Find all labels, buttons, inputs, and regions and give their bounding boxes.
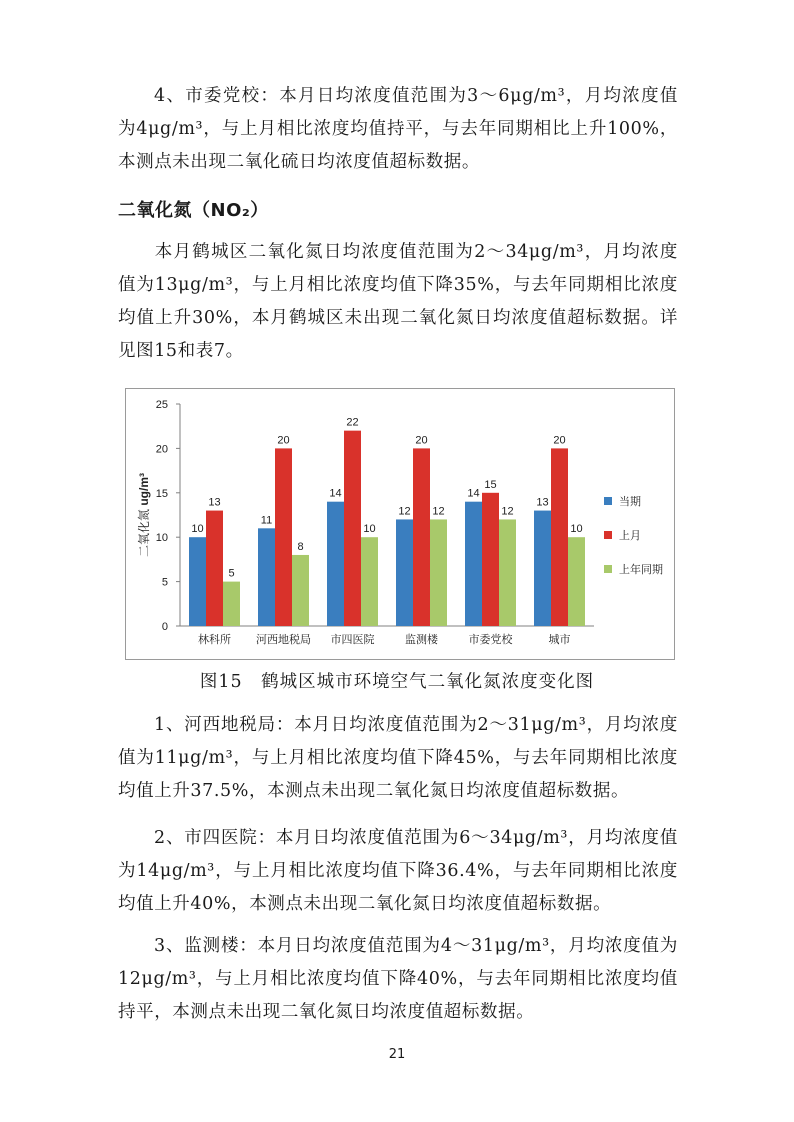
- bar-上月-监测楼: [413, 448, 430, 626]
- bar-上年同期-林科所: [223, 582, 240, 626]
- paragraph-no2-summary: [118, 236, 678, 368]
- x-category-label: 城市: [548, 634, 571, 646]
- bar-value-label: 10: [191, 523, 204, 536]
- x-category-label: 监测楼: [405, 634, 438, 646]
- bar-当期-市四医院: [327, 502, 344, 626]
- y-axis-label-main: 二氧化氮: [137, 508, 151, 558]
- legend-label: 上月: [619, 530, 641, 542]
- bar-value-label: 8: [297, 540, 304, 553]
- no2-bar-chart: [125, 388, 675, 660]
- bar-value-label: 10: [570, 523, 583, 536]
- bar-当期-城市: [534, 511, 551, 626]
- bar-value-label: 15: [484, 478, 497, 491]
- legend-swatch: [604, 531, 612, 539]
- paragraph-jiancelou: [118, 930, 678, 1029]
- paragraph-text: 本月鹤城区二氧化氮日均浓度值范围为2～34μg/m³，月均浓度值为13μg/m³，与上月相比浓度均值下降35%，与去年同期相比浓度均值上升30%，本月鹤城区未出现二氧化氮日均浓度值超标数据。详见图15和表7。: [118, 242, 678, 361]
- bar-value-label: 20: [553, 434, 566, 447]
- bar-value-label: 14: [467, 487, 480, 500]
- paragraph-hexi: [118, 709, 678, 808]
- y-axis-label-unit: ug/m³: [137, 472, 151, 509]
- figure-caption: 图15 鹤城区城市环境空气二氧化氮浓度变化图: [199, 672, 595, 692]
- legend-label: 上年同期: [619, 564, 663, 576]
- chart-canvas: [126, 389, 674, 659]
- bar-上年同期-城市: [568, 537, 585, 626]
- paragraph-text: 1、河西地税局：本月日均浓度值范围为2～31μg/m³，月均浓度值为11μg/m³，与上月相比浓度均值下降45%，与去年同期相比浓度均值上升37.5%，本测点未出现二氧化氮日均浓度值超标数据。: [118, 715, 678, 801]
- bar-上月-林科所: [206, 511, 223, 626]
- bar-上年同期-市四医院: [361, 537, 378, 626]
- paragraph-text: 2、市四医院：本月日均浓度值范围为6～34μg/m³，月均浓度值为14μg/m³，与上月相比浓度均值下降36.4%，与去年同期相比浓度均值上升40%，本测点未出现二氧化氮日均浓度值超标数据。: [118, 828, 678, 914]
- paragraph-dangxiao-so2: [118, 80, 678, 179]
- bar-value-label: 12: [398, 505, 411, 518]
- legend-swatch: [604, 497, 612, 505]
- bar-上月-河西地税局: [275, 448, 292, 626]
- y-tick-label: 5: [161, 576, 168, 589]
- y-tick-label: 15: [155, 487, 168, 500]
- page-number: 21: [388, 1047, 406, 1062]
- x-category-label: 林科所: [198, 634, 231, 646]
- bar-value-label: 14: [329, 487, 342, 500]
- bar-上年同期-市委党校: [499, 519, 516, 626]
- bar-value-label: 22: [346, 416, 359, 429]
- bar-上月-城市: [551, 448, 568, 626]
- bar-value-label: 12: [501, 505, 514, 518]
- bar-value-label: 13: [208, 496, 221, 509]
- bar-上年同期-监测楼: [430, 519, 447, 626]
- paragraph-text: 3、监测楼：本月日均浓度值范围为4～31μg/m³，月均浓度值为12μg/m³，与上月相比浓度均值下降40%，与去年同期相比浓度均值持平，本测点未出现二氧化氮日均浓度值超标数据。: [118, 936, 678, 1022]
- x-category-label: 河西地税局: [256, 634, 311, 646]
- bar-当期-监测楼: [396, 519, 413, 626]
- legend-swatch: [604, 565, 612, 573]
- bar-上年同期-河西地税局: [292, 555, 309, 626]
- bar-上月-市四医院: [344, 431, 361, 626]
- y-tick-label: 10: [155, 532, 168, 545]
- bar-value-label: 20: [277, 434, 290, 447]
- bar-上月-市委党校: [482, 493, 499, 626]
- bar-value-label: 12: [432, 505, 445, 518]
- bar-value-label: 20: [415, 434, 428, 447]
- bar-value-label: 11: [260, 514, 273, 527]
- bar-当期-市委党校: [465, 502, 482, 626]
- bar-value-label: 5: [228, 567, 235, 580]
- x-category-label: 市四医院: [330, 634, 375, 646]
- y-tick-label: 25: [155, 399, 168, 411]
- bar-当期-河西地税局: [258, 528, 275, 626]
- bar-value-label: 13: [536, 496, 549, 509]
- y-axis-label: [137, 473, 151, 557]
- x-category-label: 市委党校: [468, 634, 513, 646]
- y-tick-label: 0: [161, 621, 168, 633]
- paragraph-text: 4、市委党校：本月日均浓度值范围为3～6μg/m³，月均浓度值为4μg/m³，与上月相比浓度均值持平，与去年同期相比上升100%，本测点未出现二氧化硫日均浓度值超标数据。: [118, 86, 678, 172]
- bar-当期-林科所: [189, 537, 206, 626]
- section-heading-no2: 二氧化氮（NO₂）: [118, 200, 269, 221]
- paragraph-shisi-hospital: [118, 822, 678, 921]
- y-tick-label: 20: [155, 443, 168, 456]
- bar-value-label: 10: [363, 523, 376, 536]
- legend-label: 当期: [619, 496, 641, 508]
